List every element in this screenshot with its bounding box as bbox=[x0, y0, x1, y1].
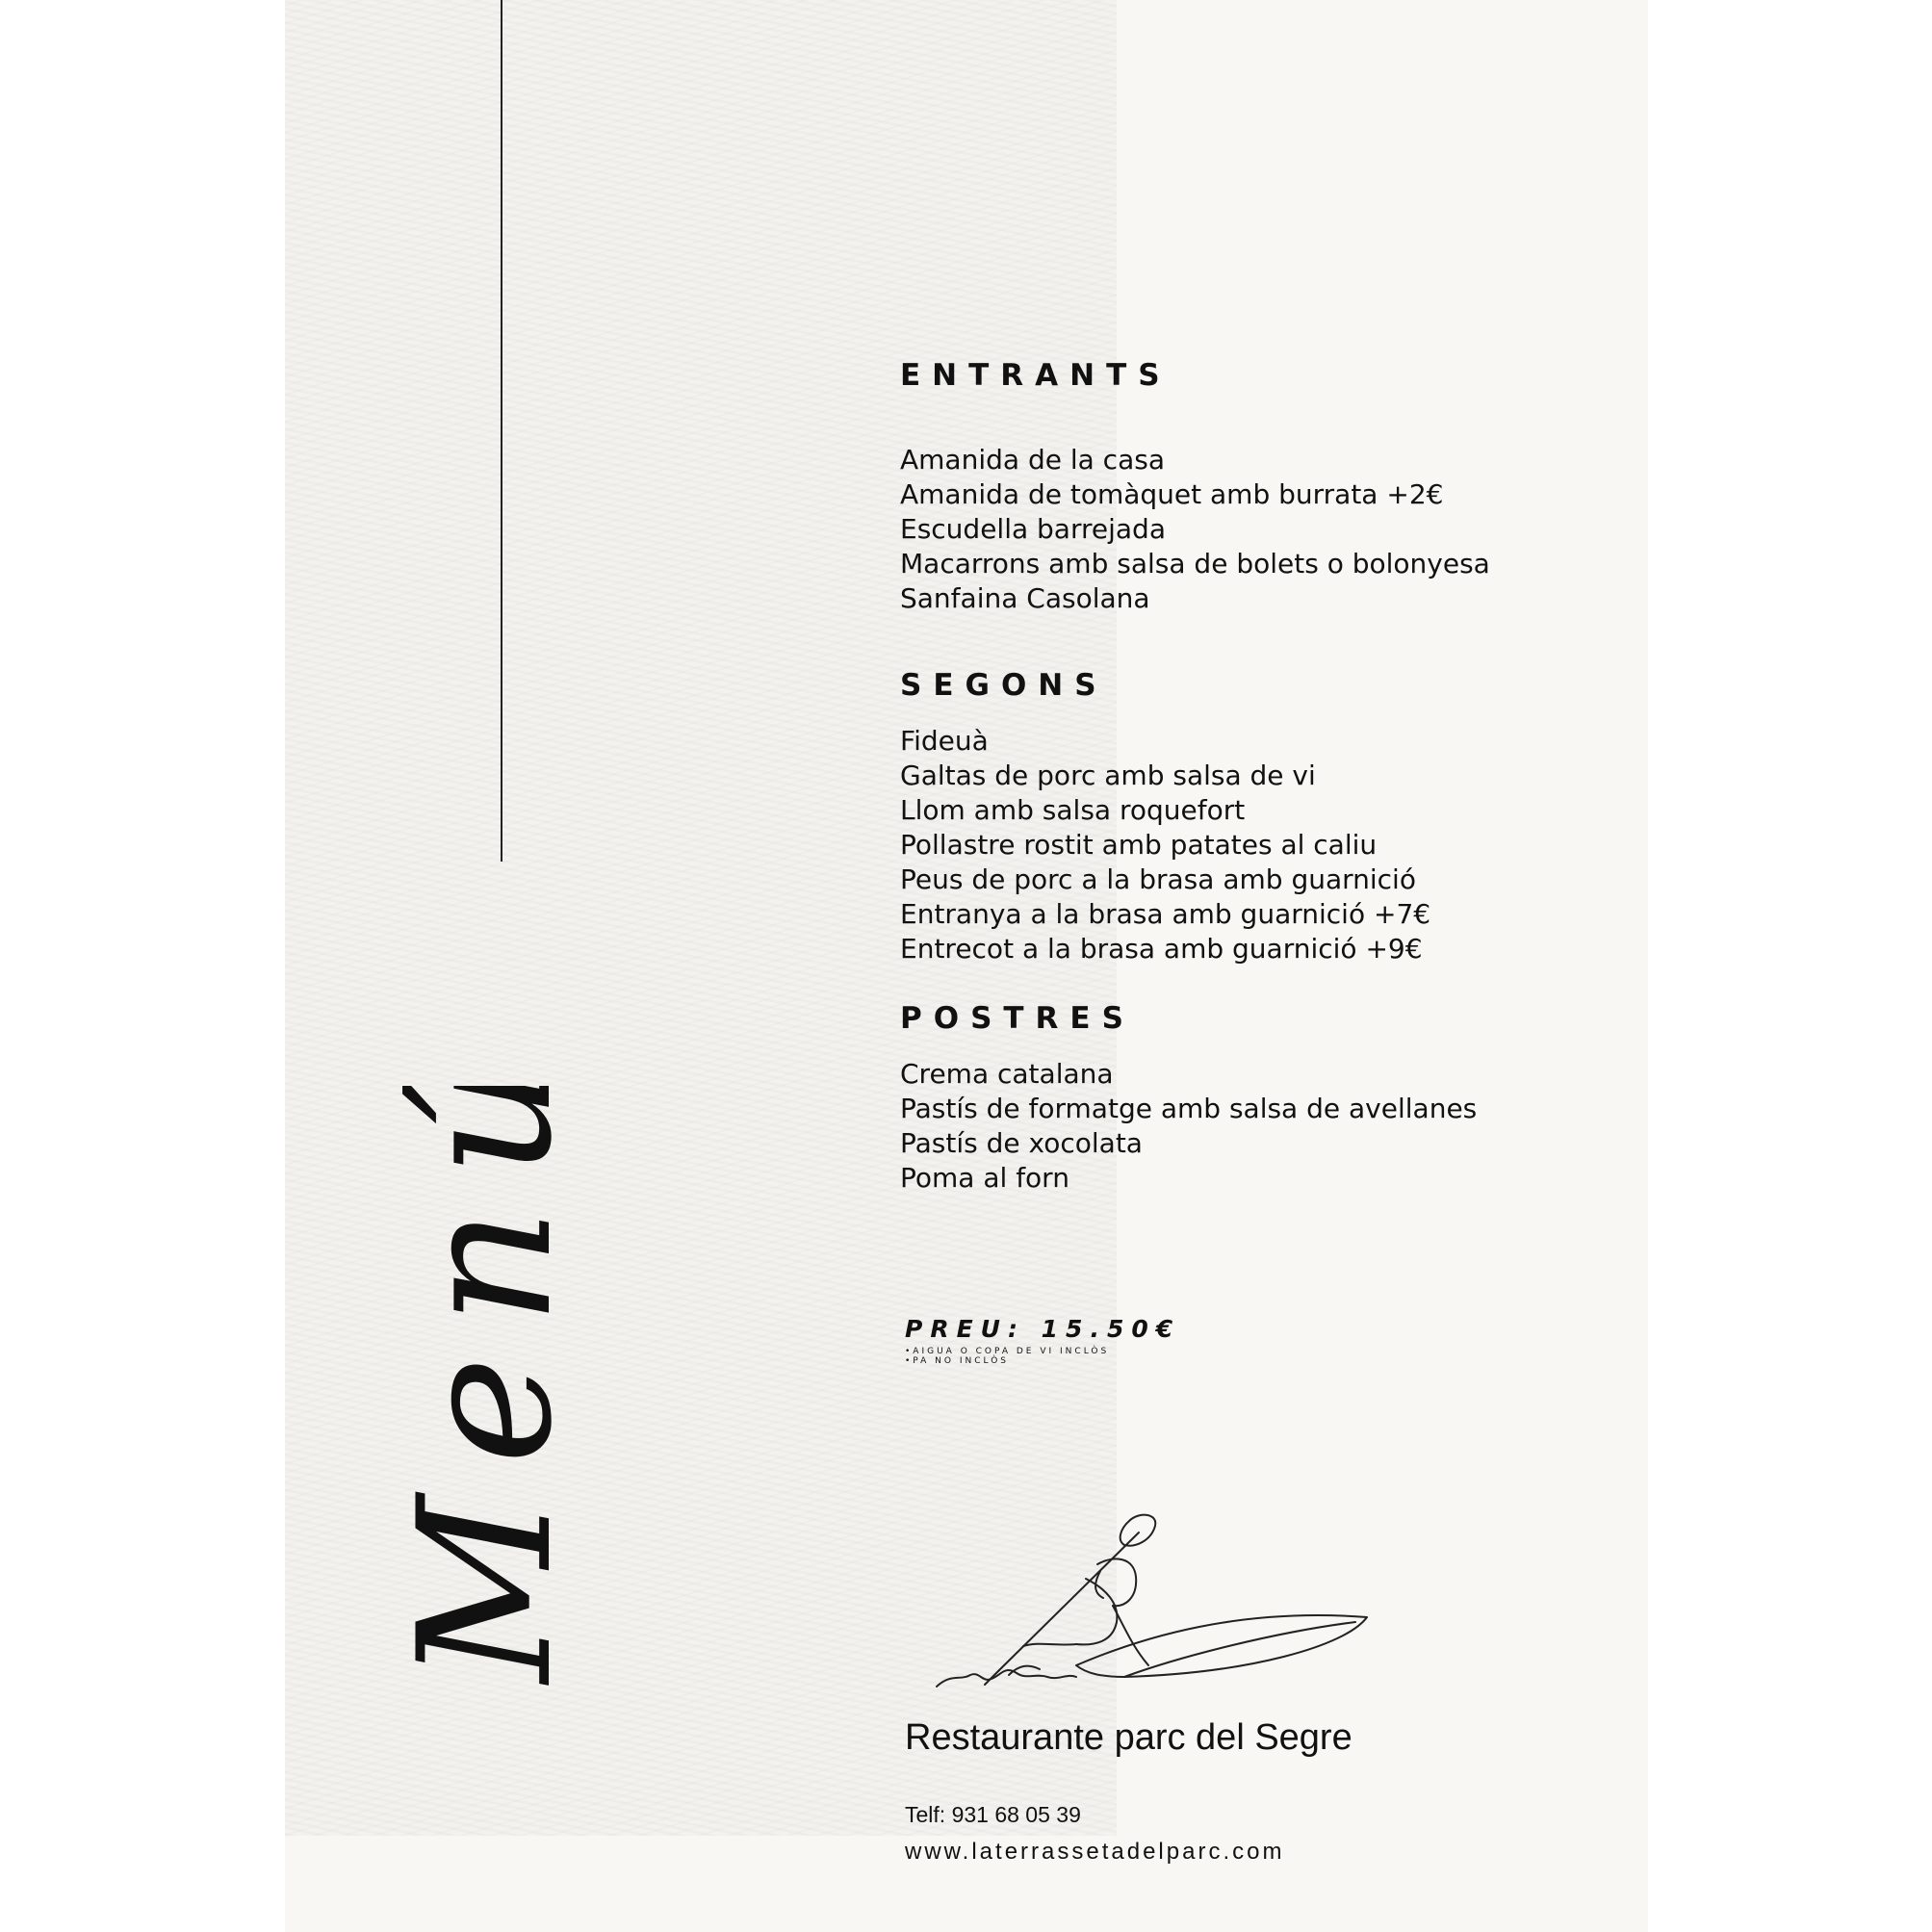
menu-title-text: Menú bbox=[379, 1086, 592, 1683]
menu-item: Pastís de formatge amb salsa de avellanes bbox=[900, 1093, 1478, 1124]
menu-item: Escudella barrejada bbox=[900, 513, 1166, 545]
menu-item: Pollastre rostit amb patates al caliu bbox=[900, 829, 1378, 861]
section-segons bbox=[900, 668, 1430, 966]
menu-item: Entranya a la brasa amb guarnició +7€ bbox=[900, 898, 1431, 930]
kayak-illustration-icon bbox=[932, 1511, 1375, 1704]
menu-item: Macarrons amb salsa de bolets o bolonyesa bbox=[900, 548, 1490, 580]
menu-item: Pastís de xocolata bbox=[900, 1127, 1143, 1159]
section-heading: POSTRES bbox=[900, 1001, 1135, 1036]
price-note: •PA NO INCLÒS bbox=[905, 1356, 1010, 1366]
menu-item: Peus de porc a la brasa amb guarnició bbox=[900, 863, 1416, 895]
menu-item: Sanfaina Casolana bbox=[900, 582, 1150, 614]
price-label: PREU: 15.50€ bbox=[905, 1315, 1181, 1343]
menu-item: Fideuà bbox=[900, 725, 989, 757]
menu-item: Amanida de la casa bbox=[900, 444, 1165, 476]
menu-item: Entrecot a la brasa amb guarnició +9€ bbox=[900, 933, 1423, 965]
menu-item: Llom amb salsa roquefort bbox=[900, 794, 1246, 826]
section-heading: ENTRANTS bbox=[900, 358, 1172, 393]
price-block bbox=[905, 1315, 1180, 1366]
price-note: •AIGUA O COPA DE VI INCLÒS bbox=[905, 1347, 1110, 1356]
menu-item: Poma al forn bbox=[900, 1162, 1069, 1194]
phone-number: Telf: 931 68 05 39 bbox=[905, 1802, 1081, 1827]
vertical-divider-line bbox=[501, 0, 502, 862]
menu-item: Galtas de porc amb salsa de vi bbox=[900, 760, 1316, 791]
section-postres bbox=[900, 1001, 1477, 1196]
section-heading: SEGONS bbox=[900, 668, 1108, 703]
menu-title bbox=[289, 1086, 693, 1702]
menu-item: Crema catalana bbox=[900, 1058, 1114, 1090]
restaurant-name: Restaurante parc del Segre bbox=[905, 1717, 1352, 1758]
section-entrants bbox=[900, 358, 1490, 616]
website-link[interactable]: www.laterrassetadelparc.com bbox=[905, 1839, 1285, 1865]
menu-item: Amanida de tomàquet amb burrata +2€ bbox=[900, 478, 1444, 510]
